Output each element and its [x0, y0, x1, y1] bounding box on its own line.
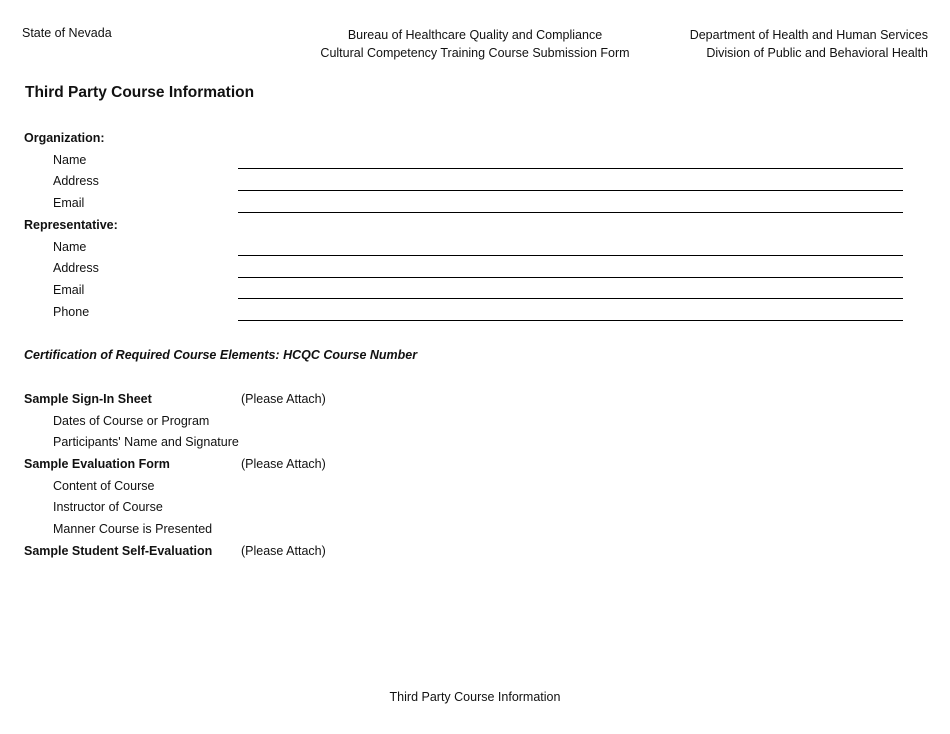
- evaluation-item-content: Content of Course: [53, 479, 155, 493]
- sign-in-sheet-label: Sample Sign-In Sheet: [24, 392, 152, 406]
- certification-title: Certification of Required Course Elements: HCQC Course Number: [24, 348, 418, 362]
- rep-address-field[interactable]: [238, 277, 903, 278]
- org-address-field[interactable]: [238, 190, 903, 191]
- page-title: Third Party Course Information: [25, 84, 255, 101]
- representative-label: Representative:: [24, 218, 118, 232]
- header-bureau-name: Bureau of Healthcare Quality and Compliance: [347, 28, 603, 42]
- header-division-name: Division of Public and Behavioral Health: [706, 46, 928, 60]
- rep-email-field[interactable]: [238, 298, 903, 299]
- header-department-name: Department of Health and Human Services: [689, 28, 928, 42]
- header-form-name: Cultural Competency Training Course Submission Form: [320, 46, 630, 60]
- sign-in-item-participants: Participants' Name and Signature: [53, 435, 239, 449]
- rep-name-field[interactable]: [238, 255, 903, 256]
- rep-address-label: Address: [53, 261, 99, 275]
- evaluation-item-instructor: Instructor of Course: [53, 500, 163, 514]
- org-email-field[interactable]: [238, 212, 903, 213]
- self-evaluation-attach[interactable]: (Please Attach): [241, 544, 326, 558]
- evaluation-item-manner: Manner Course is Presented: [53, 522, 213, 536]
- rep-name-label: Name: [53, 240, 87, 254]
- page-footer: Third Party Course Information: [389, 690, 561, 704]
- sign-in-sheet-attach[interactable]: (Please Attach): [241, 392, 326, 406]
- organization-label: Organization:: [24, 131, 105, 145]
- rep-phone-field[interactable]: [238, 320, 903, 321]
- header-bureau: [250, 26, 700, 62]
- evaluation-form-label: Sample Evaluation Form: [24, 457, 170, 471]
- header-department: [690, 26, 928, 62]
- self-evaluation-label: Sample Student Self-Evaluation: [24, 544, 213, 558]
- header-state: State of Nevada: [22, 26, 112, 40]
- evaluation-form-attach[interactable]: (Please Attach): [241, 457, 326, 471]
- org-address-label: Address: [53, 174, 99, 188]
- org-name-label: Name: [53, 153, 87, 167]
- rep-phone-label: Phone: [53, 305, 90, 319]
- org-name-field[interactable]: [238, 168, 903, 169]
- org-email-label: Email: [53, 196, 85, 210]
- sign-in-item-dates: Dates of Course or Program: [53, 414, 210, 428]
- rep-email-label: Email: [53, 283, 85, 297]
